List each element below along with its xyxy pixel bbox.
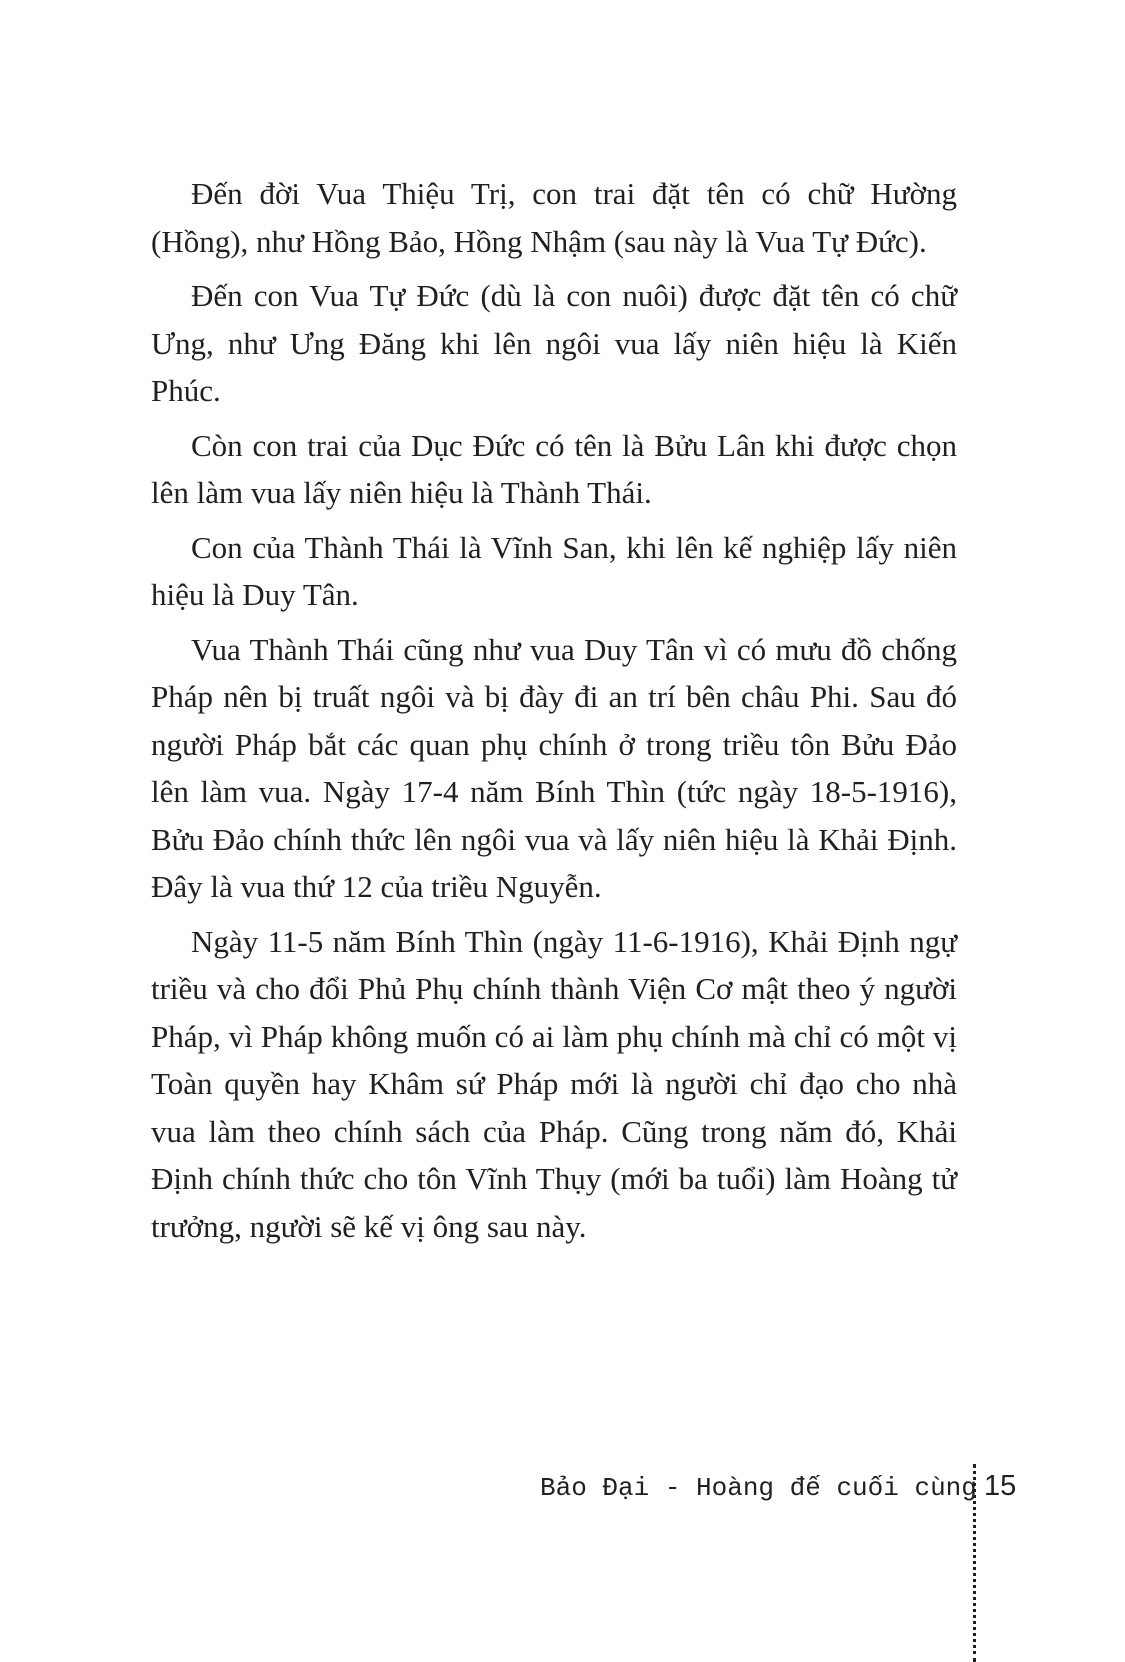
paragraph-2: Đến con Vua Tự Đức (dù là con nuôi) được đặt tên có chữ Ưng, như Ưng Đăng khi lên ngôi vua lấy niên hiệu là Kiến Phúc. [151, 278, 957, 408]
paragraph-1: Đến đời Vua Thiệu Trị, con trai đặt tên có chữ Hường (Hồng), như Hồng Bảo, Hồng Nhậm (sau này là Vua Tự Đức). [151, 176, 957, 259]
running-footer-title: Bảo Đại - Hoàng đế cuối cùng [540, 1473, 977, 1503]
page-number: 15 [984, 1470, 1017, 1502]
paragraph-6: Ngày 11-5 năm Bính Thìn (ngày 11-6-1916), Khải Định ngự triều và cho đổi Phủ Phụ chính thành Viện Cơ mật theo ý người Pháp, vì Pháp không muốn có ai làm phụ chính mà chỉ có một vị Toàn quyền hay Khâm sứ Pháp mới là người chỉ đạo cho nhà vua làm theo chính sách của Pháp. Cũng trong năm đó, Khải Định chính thức cho tôn Vĩnh Thụy (mới ba tuổi) làm Hoàng tử trưởng, người sẽ kế vị ông sau này. [151, 923, 957, 1244]
footer-dotted-divider [973, 1464, 976, 1662]
paragraph-3: Còn con trai của Dục Đức có tên là Bửu Lân khi được chọn lên làm vua lấy niên hiệu là Thành Thái. [151, 427, 957, 510]
body-text [151, 170, 957, 1257]
paragraph-4: Con của Thành Thái là Vĩnh San, khi lên kế nghiệp lấy niên hiệu là Duy Tân. [151, 529, 957, 612]
paragraph-5: Vua Thành Thái cũng như vua Duy Tân vì có mưu đồ chống Pháp nên bị truất ngôi và bị đày đi an trí bên châu Phi. Sau đó người Pháp bắt các quan phụ chính ở trong triều tôn Bửu Đảo lên làm vua. Ngày 17-4 năm Bính Thìn (tức ngày 18-5-1916), Bửu Đảo chính thức lên ngôi vua và lấy niên hiệu là Khải Định. Đây là vua thứ 12 của triều Nguyễn. [151, 631, 957, 904]
